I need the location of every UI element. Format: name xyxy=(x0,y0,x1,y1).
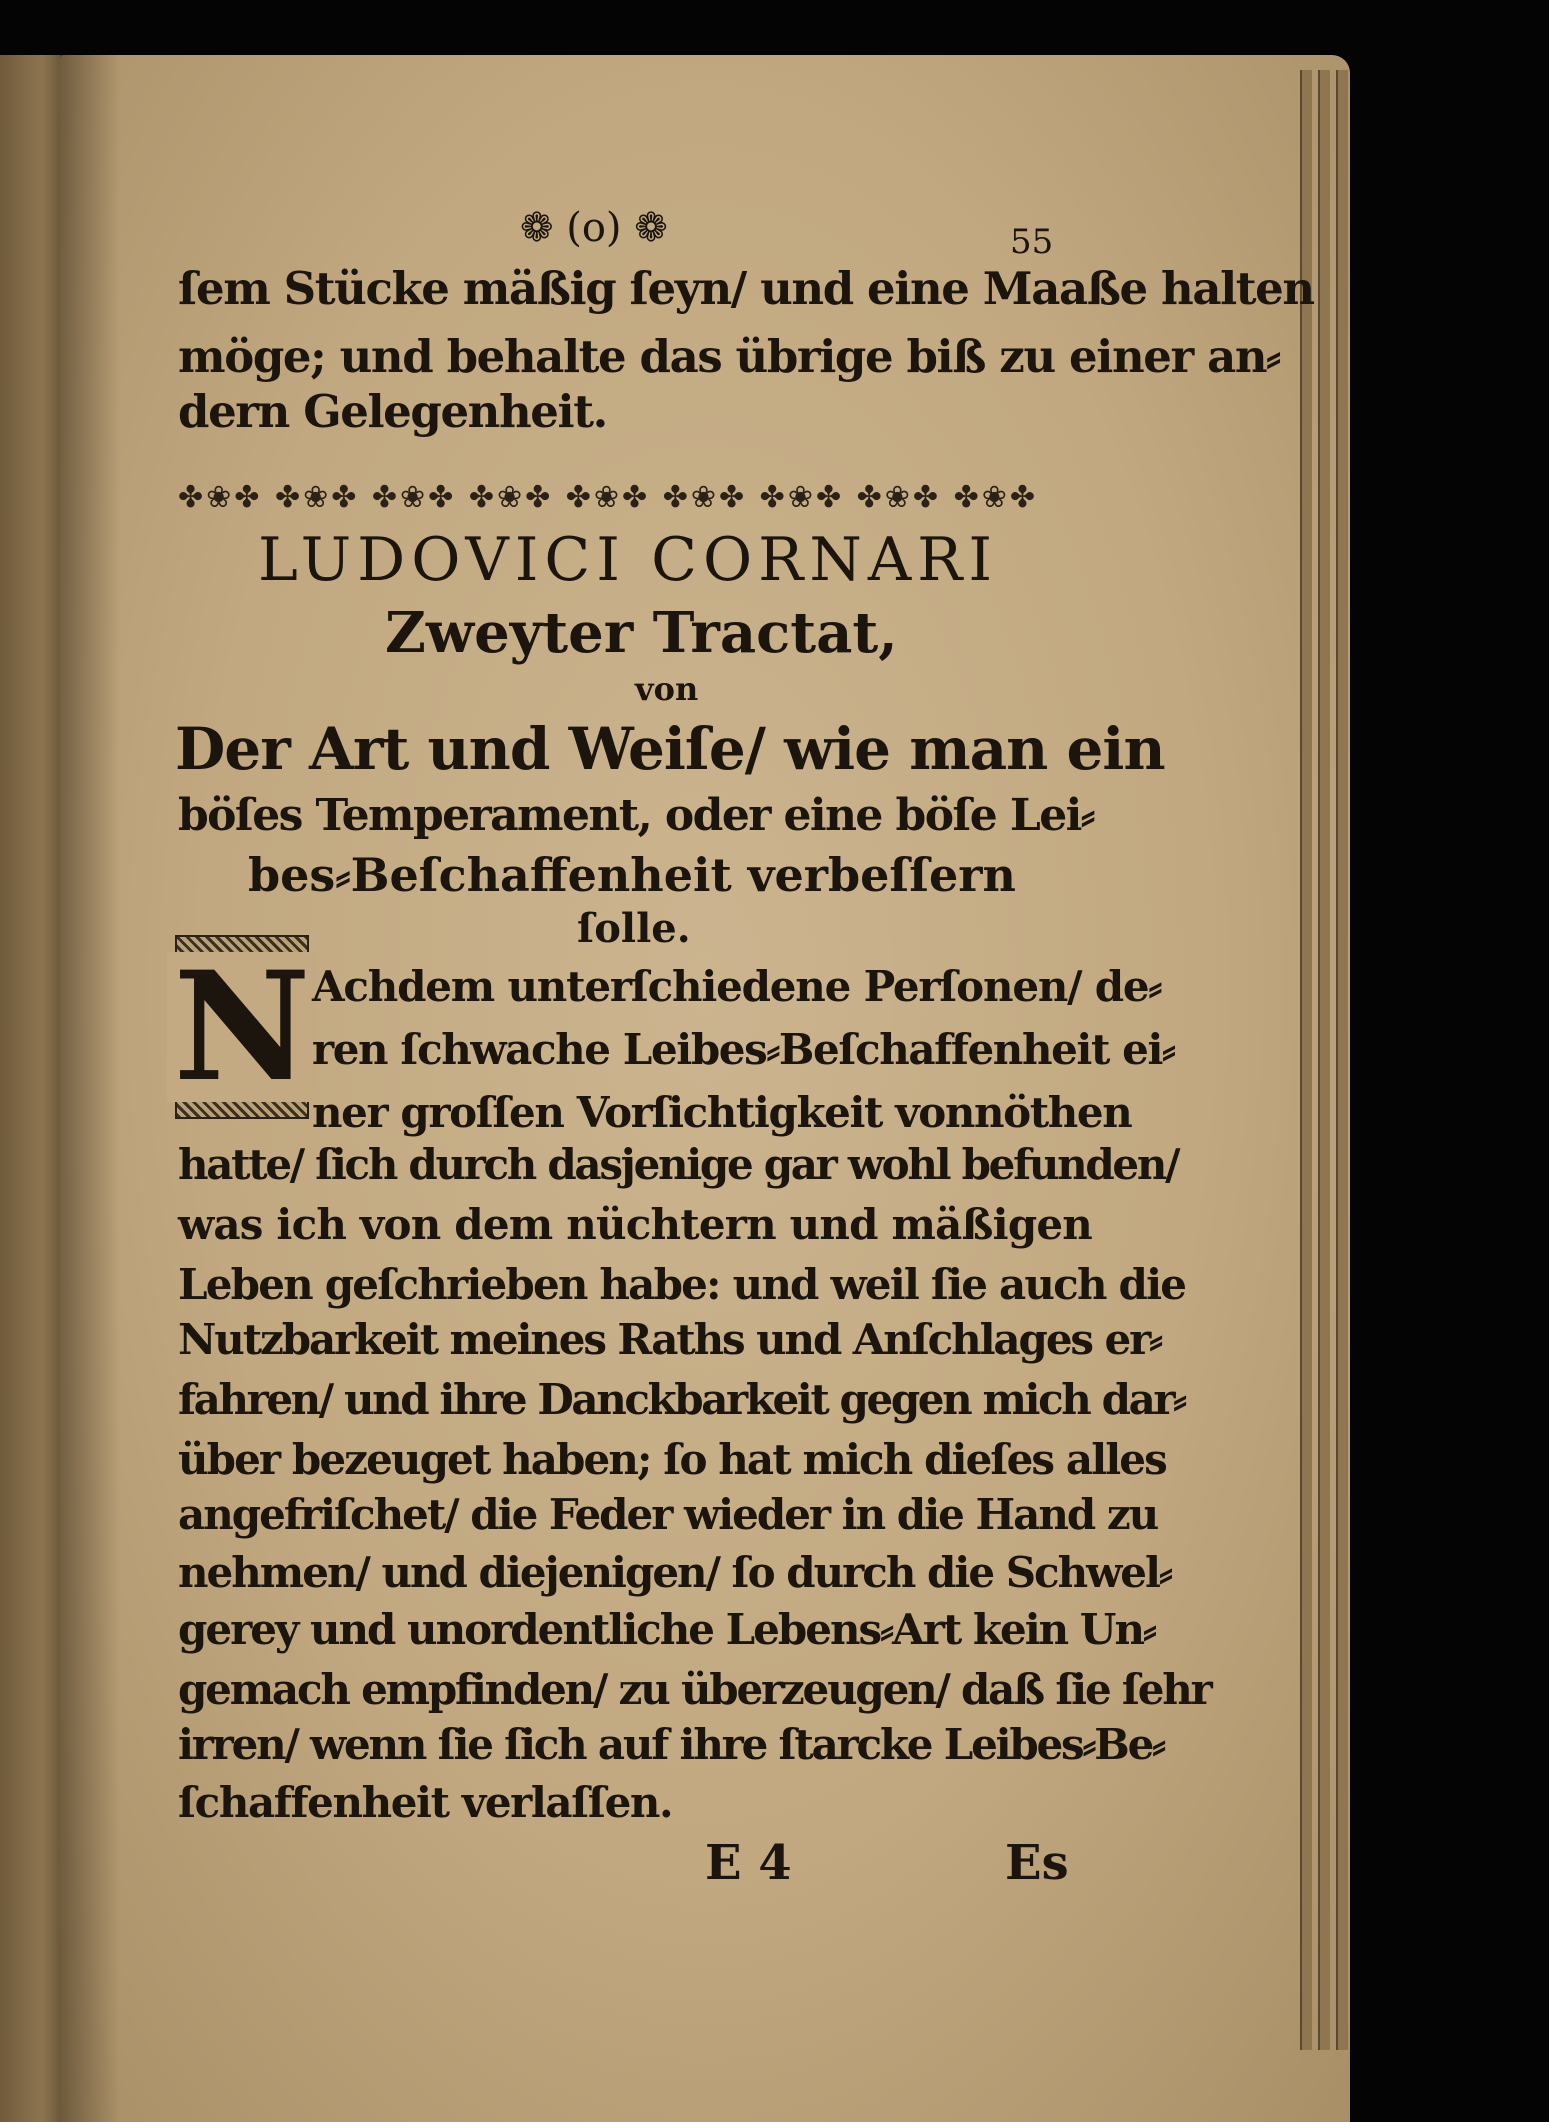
text-line: hatte/ ſich durch dasjenige gar wohl befunden/ xyxy=(178,1140,1179,1189)
page-gutter-shadow xyxy=(60,55,120,2122)
text-line: über bezeuget haben; ſo hat mich dieſes alles xyxy=(178,1435,1166,1484)
page-stack-edge xyxy=(1318,70,1330,2050)
author-title: LUDOVICI CORNARI xyxy=(258,525,999,595)
running-head: ❁ (o) ❁ xyxy=(520,205,668,251)
title-line: bes⸗Beſchaffenheit verbeſſern xyxy=(248,848,1016,902)
text-line: angefriſchet/ die Feder wieder in die Hand zu xyxy=(178,1490,1158,1539)
text-line: möge; und behalte das übrige biß zu einer an⸗ xyxy=(178,330,1280,383)
title-line: ſolle. xyxy=(577,905,691,952)
text-line: irren/ wenn ſie ſich auf ihre ſtarcke Leibes⸗Be⸗ xyxy=(178,1720,1164,1769)
text-line: ner groſſen Vorſichtigkeit vonnöthen xyxy=(312,1088,1132,1137)
drop-cap-letter: N xyxy=(167,952,316,1102)
page-stack-edge xyxy=(1336,70,1348,2050)
text-line: fahren/ und ihre Danckbarkeit gegen mich dar⸗ xyxy=(178,1375,1185,1424)
page-stack-edge xyxy=(1300,70,1312,2050)
text-line: ſem Stücke mäßig ſeyn/ und eine Maaße halten xyxy=(178,262,1314,315)
signature-mark: E 4 xyxy=(705,1835,792,1891)
text-line: was ich von dem nüchtern und mäßigen xyxy=(178,1200,1093,1249)
drop-cap xyxy=(175,935,309,1119)
text-line: Achdem unterſchiedene Perſonen/ de⸗ xyxy=(312,962,1162,1011)
text-line: dern Gelegenheit. xyxy=(178,385,607,438)
text-line: ren ſchwache Leibes⸗Beſchaffenheit ei⸗ xyxy=(312,1025,1175,1074)
title-line: böſes Temperament, oder eine böſe Lei⸗ xyxy=(178,790,1094,841)
ornament-band: ✤❀✤ ✤❀✤ ✤❀✤ ✤❀✤ ✤❀✤ ✤❀✤ ✤❀✤ ✤❀✤ ✤❀✤ xyxy=(178,480,1038,515)
title-line: Zweyter Tractat, xyxy=(385,600,898,666)
catchword: Es xyxy=(1005,1835,1069,1891)
text-line: Leben geſchrieben habe: und weil ſie auch die xyxy=(178,1260,1186,1309)
title-line: Der Art und Weiſe/ wie man ein xyxy=(175,715,1165,783)
text-line: gemach empfinden/ zu überzeugen/ daß ſie ſehr xyxy=(178,1665,1211,1714)
text-line: ſchaffenheit verlaſſen. xyxy=(178,1778,673,1827)
text-line: Nutzbarkeit meines Raths und Anſchlages er⸗ xyxy=(178,1315,1162,1364)
text-line: gerey und unordentliche Lebens⸗Art kein Un⸗ xyxy=(178,1605,1155,1654)
title-line: von xyxy=(635,670,699,708)
text-line: nehmen/ und diejenigen/ ſo durch die Schwel⸗ xyxy=(178,1548,1171,1597)
page-number: 55 xyxy=(1010,222,1054,262)
